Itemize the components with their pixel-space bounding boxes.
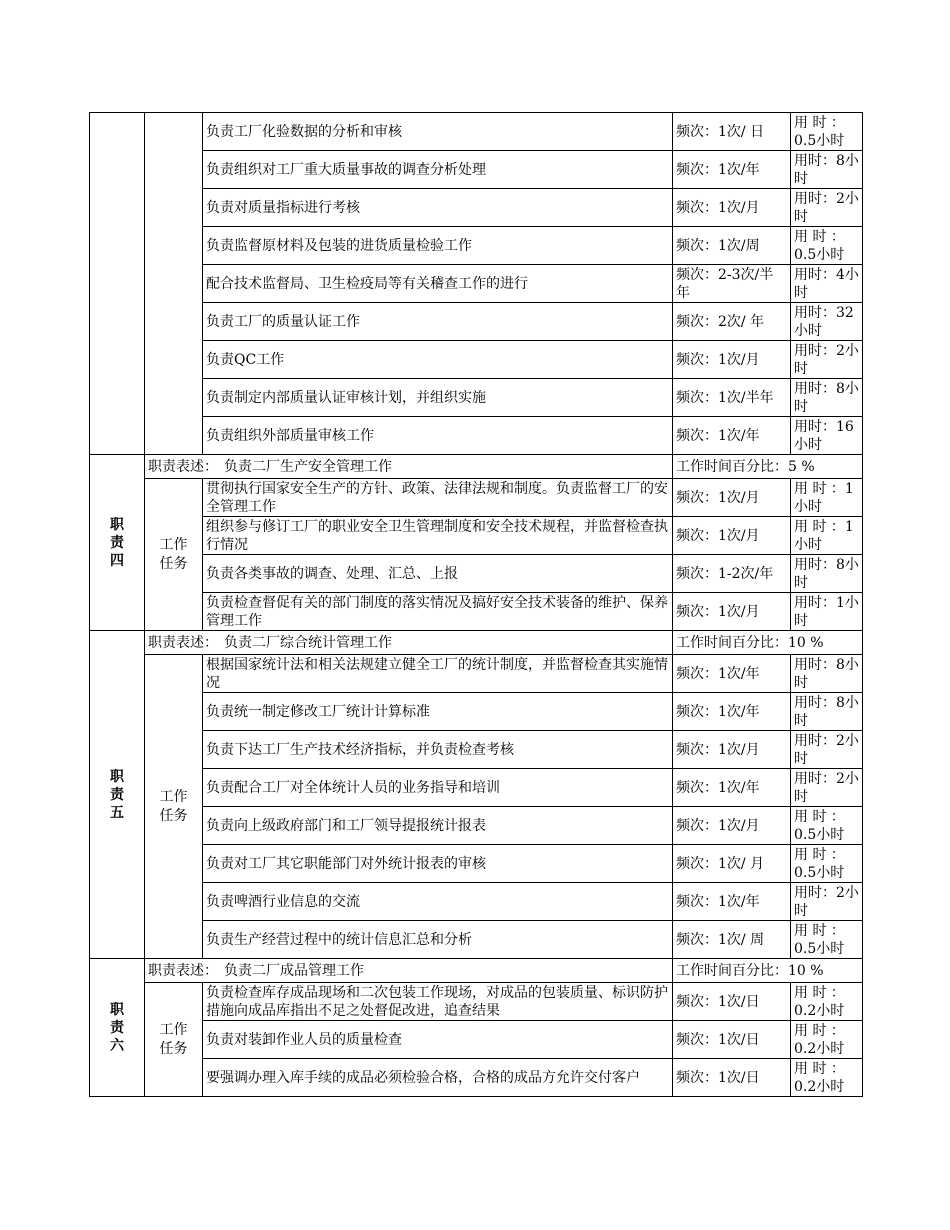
duty-label (90, 959, 145, 1097)
work-label-cell-blank (145, 113, 203, 455)
task-cell: 贯彻执行国家安全生产的方针、政策、法律法规和制度。负责监督工厂的安全管理工作 (203, 479, 673, 517)
task-cell: 负责对装卸作业人员的质量检查 (203, 1021, 673, 1059)
hours-cell: 用时：2小时 (791, 731, 863, 769)
task-cell: 负责工厂的质量认证工作 (203, 303, 673, 341)
duty-label-char: 责 (110, 1019, 124, 1036)
task-cell: 负责组织外部质量审核工作 (203, 417, 673, 455)
task-cell: 负责组织对工厂重大质量事故的调查分析处理 (203, 151, 673, 189)
frequency-cell: 频次：1次/日 (673, 1021, 791, 1059)
frequency-cell: 频次：1次/ 周 (673, 921, 791, 959)
task-cell: 根据国家统计法和相关法规建立健全工厂的统计制度，并监督检查其实施情况 (203, 655, 673, 693)
table-row (90, 983, 863, 1021)
work-task-label-part: 工作 (159, 536, 188, 553)
task-cell: 负责配合工厂对全体统计人员的业务指导和培训 (203, 769, 673, 807)
table-row (90, 1021, 863, 1059)
duty-header-row (90, 631, 863, 655)
hours-cell: 用时：16小时 (791, 417, 863, 455)
table-row (90, 807, 863, 845)
task-cell: 负责啤酒行业信息的交流 (203, 883, 673, 921)
duty-label-cell-blank (90, 113, 145, 455)
hours-cell: 用时：8小时 (791, 151, 863, 189)
hours-cell: 用 时 ：0.5小时 (791, 845, 863, 883)
work-task-label (145, 655, 203, 959)
hours-cell: 用 时 ：0.5小时 (791, 921, 863, 959)
hours-cell: 用 时 ：1小时 (791, 479, 863, 517)
table-row (90, 555, 863, 593)
task-cell: 负责对工厂其它职能部门对外统计报表的审核 (203, 845, 673, 883)
hours-cell: 用时：2小时 (791, 883, 863, 921)
description-label: 职责表述： (148, 962, 218, 979)
frequency-cell: 频次：1次/年 (673, 417, 791, 455)
duty-label-char: 四 (110, 552, 124, 569)
table-row (90, 189, 863, 227)
hours-cell: 用 时 ：0.2小时 (791, 983, 863, 1021)
frequency-cell: 频次：2次/ 年 (673, 303, 791, 341)
table-row (90, 151, 863, 189)
duty-label-char: 责 (110, 534, 124, 551)
frequency-cell: 频次：1次/年 (673, 151, 791, 189)
description-text: 负责二厂生产安全管理工作 (224, 458, 392, 475)
hours-cell: 用时：4小时 (791, 265, 863, 303)
description-label: 职责表述： (148, 634, 218, 651)
table-row (90, 517, 863, 555)
task-cell: 负责QC工作 (203, 341, 673, 379)
duty-label-char: 职 (110, 1001, 124, 1018)
frequency-cell: 频次：1次/年 (673, 655, 791, 693)
table-row (90, 113, 863, 151)
work-task-label (145, 983, 203, 1097)
duty-header-row (90, 455, 863, 479)
task-cell: 负责检查库存成品现场和二次包装工作现场，对成品的包装质量、标识防护措施向成品库指出不足之处督促改进，追查结果 (203, 983, 673, 1021)
table-row (90, 303, 863, 341)
work-task-label-part: 任务 (159, 807, 188, 824)
task-cell: 负责各类事故的调查、处理、汇总、上报 (203, 555, 673, 593)
duty-label-char: 职 (110, 516, 124, 533)
table-row (90, 341, 863, 379)
table-row (90, 655, 863, 693)
frequency-cell: 频次：1次/日 (673, 1059, 791, 1097)
table-row (90, 693, 863, 731)
task-cell: 负责制定内部质量认证审核计划，并组织实施 (203, 379, 673, 417)
table-row (90, 883, 863, 921)
duty-description (145, 455, 673, 479)
table-row (90, 479, 863, 517)
time-percentage: 工作时间百分比：10 % (673, 959, 863, 983)
task-cell: 负责下达工厂生产技术经济指标，并负责检查考核 (203, 731, 673, 769)
task-cell: 负责检查督促有关的部门制度的落实情况及搞好安全技术装备的维护、保养管理工作 (203, 593, 673, 631)
table-row (90, 769, 863, 807)
table-row (90, 845, 863, 883)
duty-table (89, 112, 863, 1097)
duty-label (90, 455, 145, 631)
table-row (90, 265, 863, 303)
task-cell: 负责对质量指标进行考核 (203, 189, 673, 227)
hours-cell: 用 时 ：0.2小时 (791, 1021, 863, 1059)
hours-cell: 用 时 ：0.2小时 (791, 1059, 863, 1097)
hours-cell: 用时：2小时 (791, 769, 863, 807)
frequency-cell: 频次：1次/ 日 (673, 113, 791, 151)
frequency-cell: 频次：1次/月 (673, 807, 791, 845)
duty-label-char: 职 (110, 768, 124, 785)
table-row (90, 921, 863, 959)
table-row (90, 417, 863, 455)
task-cell: 配合技术监督局、卫生检疫局等有关稽查工作的进行 (203, 265, 673, 303)
task-cell: 负责统一制定修改工厂统计计算标准 (203, 693, 673, 731)
hours-cell: 用时：2小时 (791, 341, 863, 379)
hours-cell: 用 时 ：1小时 (791, 517, 863, 555)
work-task-label-part: 工作 (159, 1021, 188, 1038)
frequency-cell: 频次：1次/年 (673, 883, 791, 921)
frequency-cell: 频次：1次/日 (673, 983, 791, 1021)
task-cell: 负责生产经营过程中的统计信息汇总和分析 (203, 921, 673, 959)
work-task-label-part: 工作 (159, 788, 188, 805)
table-row (90, 379, 863, 417)
duty-description (145, 631, 673, 655)
frequency-cell: 频次：1次/月 (673, 341, 791, 379)
hours-cell: 用时：8小时 (791, 693, 863, 731)
frequency-cell: 频次：2-3次/半年 (673, 265, 791, 303)
description-text: 负责二厂综合统计管理工作 (224, 634, 392, 651)
duty-description (145, 959, 673, 983)
frequency-cell: 频次：1次/月 (673, 517, 791, 555)
frequency-cell: 频次：1次/月 (673, 479, 791, 517)
hours-cell: 用时：2小时 (791, 189, 863, 227)
work-task-label-part: 任务 (159, 1040, 188, 1057)
hours-cell: 用 时 ：0.5小时 (791, 807, 863, 845)
frequency-cell: 频次：1-2次/年 (673, 555, 791, 593)
task-cell: 负责监督原材料及包装的进货质量检验工作 (203, 227, 673, 265)
task-cell: 负责工厂化验数据的分析和审核 (203, 113, 673, 151)
hours-cell: 用 时 ：0.5小时 (791, 113, 863, 151)
task-cell: 要强调办理入库手续的成品必须检验合格，合格的成品方允许交付客户 (203, 1059, 673, 1097)
duty-header-row (90, 959, 863, 983)
duty-label-char: 六 (110, 1037, 124, 1054)
task-cell: 组织参与修订工厂的职业安全卫生管理制度和安全技术规程，并监督检查执行情况 (203, 517, 673, 555)
frequency-cell: 频次：1次/月 (673, 731, 791, 769)
time-percentage: 工作时间百分比：5 % (673, 455, 863, 479)
hours-cell: 用时：1小时 (791, 593, 863, 631)
frequency-cell: 频次：1次/月 (673, 593, 791, 631)
task-cell: 负责向上级政府部门和工厂领导提报统计报表 (203, 807, 673, 845)
time-percentage: 工作时间百分比：10 % (673, 631, 863, 655)
hours-cell: 用时：8小时 (791, 379, 863, 417)
frequency-cell: 频次：1次/月 (673, 189, 791, 227)
duty-label-char: 责 (110, 786, 124, 803)
hours-cell: 用时：32小时 (791, 303, 863, 341)
hours-cell: 用 时 ：0.5小时 (791, 227, 863, 265)
table-row (90, 227, 863, 265)
frequency-cell: 频次：1次/年 (673, 769, 791, 807)
description-label: 职责表述： (148, 458, 218, 475)
table-row (90, 1059, 863, 1097)
table-row (90, 731, 863, 769)
work-task-label-part: 任务 (159, 555, 188, 572)
frequency-cell: 频次：1次/周 (673, 227, 791, 265)
frequency-cell: 频次：1次/ 月 (673, 845, 791, 883)
work-task-label (145, 479, 203, 631)
frequency-cell: 频次：1次/半年 (673, 379, 791, 417)
description-text: 负责二厂成品管理工作 (224, 962, 364, 979)
duty-label (90, 631, 145, 959)
table-row (90, 593, 863, 631)
hours-cell: 用时：8小时 (791, 655, 863, 693)
frequency-cell: 频次：1次/年 (673, 693, 791, 731)
duty-label-char: 五 (110, 804, 124, 821)
hours-cell: 用时：8小时 (791, 555, 863, 593)
